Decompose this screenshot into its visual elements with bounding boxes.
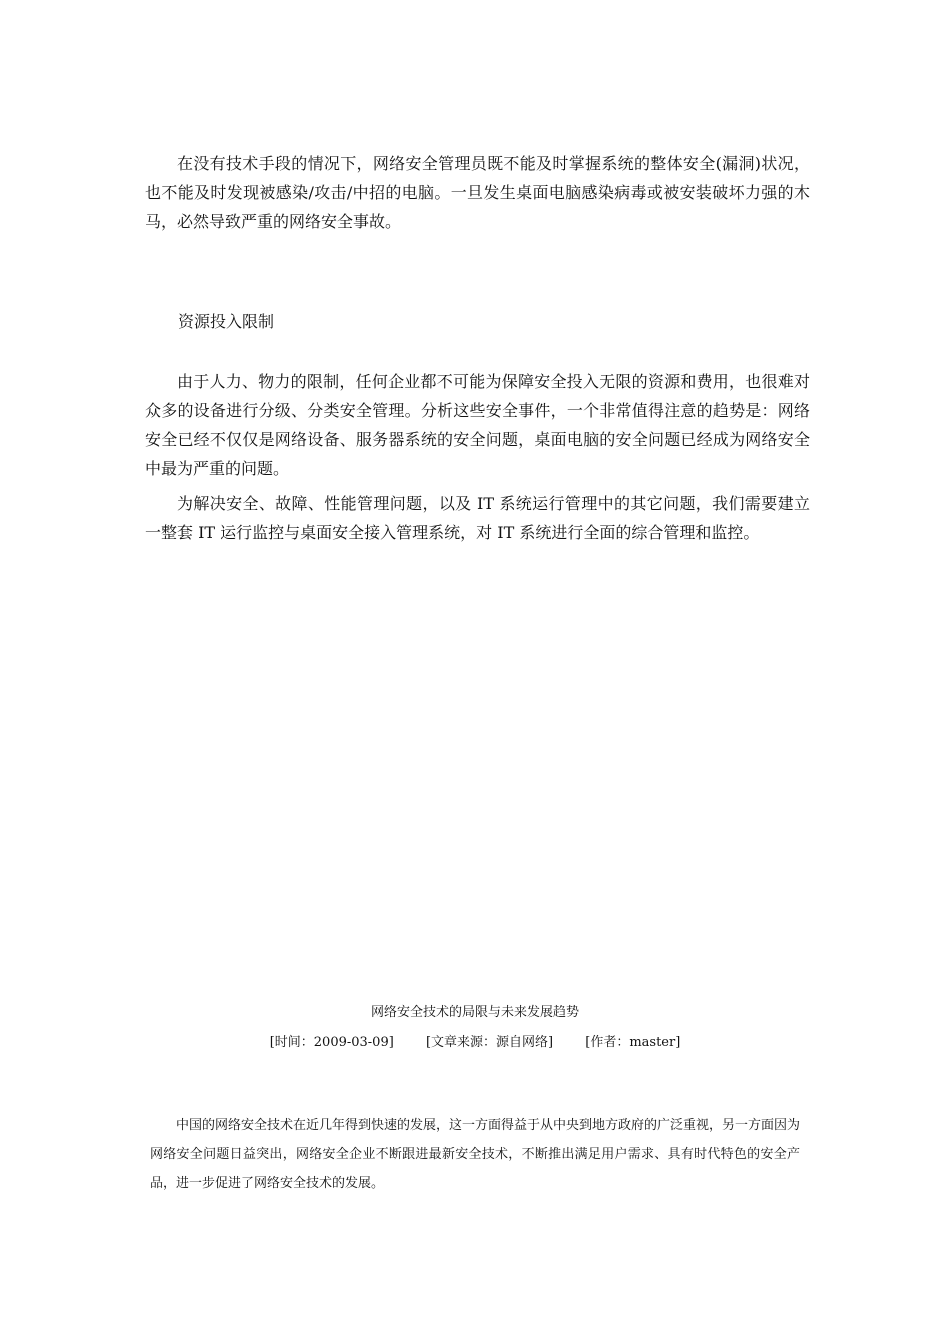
paragraph-security-visibility: 在没有技术手段的情况下，网络安全管理员既不能及时掌握系统的整体安全(漏洞)状况，也不能及时发现被感染/攻击/中招的电脑。一旦发生桌面电脑感染病毒或被安装破坏力强的木马，必然导致严重的网络安全事故。 (145, 154, 810, 231)
paragraph-resource-limits: 由于人力、物力的限制，任何企业都不可能为保障安全投入无限的资源和费用，也很难对众多的设备进行分级、分类安全管理。分析这些安全事件，一个非常值得注意的趋势是：网络安全已经不仅仅是网络设备、服务器系统的安全问题，桌面电脑的安全问题已经成为网络安全中最为严重的问题。 (145, 372, 810, 478)
article-meta (0, 1033, 950, 1053)
article-paragraph: 中国的网络安全技术在近几年得到快速的发展，这一方面得益于从中央到地方政府的广泛重视，另一方面因为网络安全问题日益突出，网络安全企业不断跟进最新安全技术，不断推出满足用户需求、具有时代特色的安全产品，进一步促进了网络安全技术的发展。 (150, 1118, 801, 1191)
section-heading-resource-limits: 资源投入限制 (178, 312, 275, 331)
article-title: 网络安全技术的局限与未来发展趋势 (370, 1005, 579, 1020)
article-source: [文章来源：源自网络] (425, 1035, 554, 1050)
article-time: [时间：2009-03-09] (269, 1035, 394, 1050)
paragraph-solution: 为解决安全、故障、性能管理问题，以及 IT 系统运行管理中的其它问题，我们需要建立一整套 IT 运行监控与桌面安全接入管理系统，对 IT 系统进行全面的综合管理和监控。 (145, 494, 810, 542)
article-author: [作者：master] (585, 1035, 681, 1050)
